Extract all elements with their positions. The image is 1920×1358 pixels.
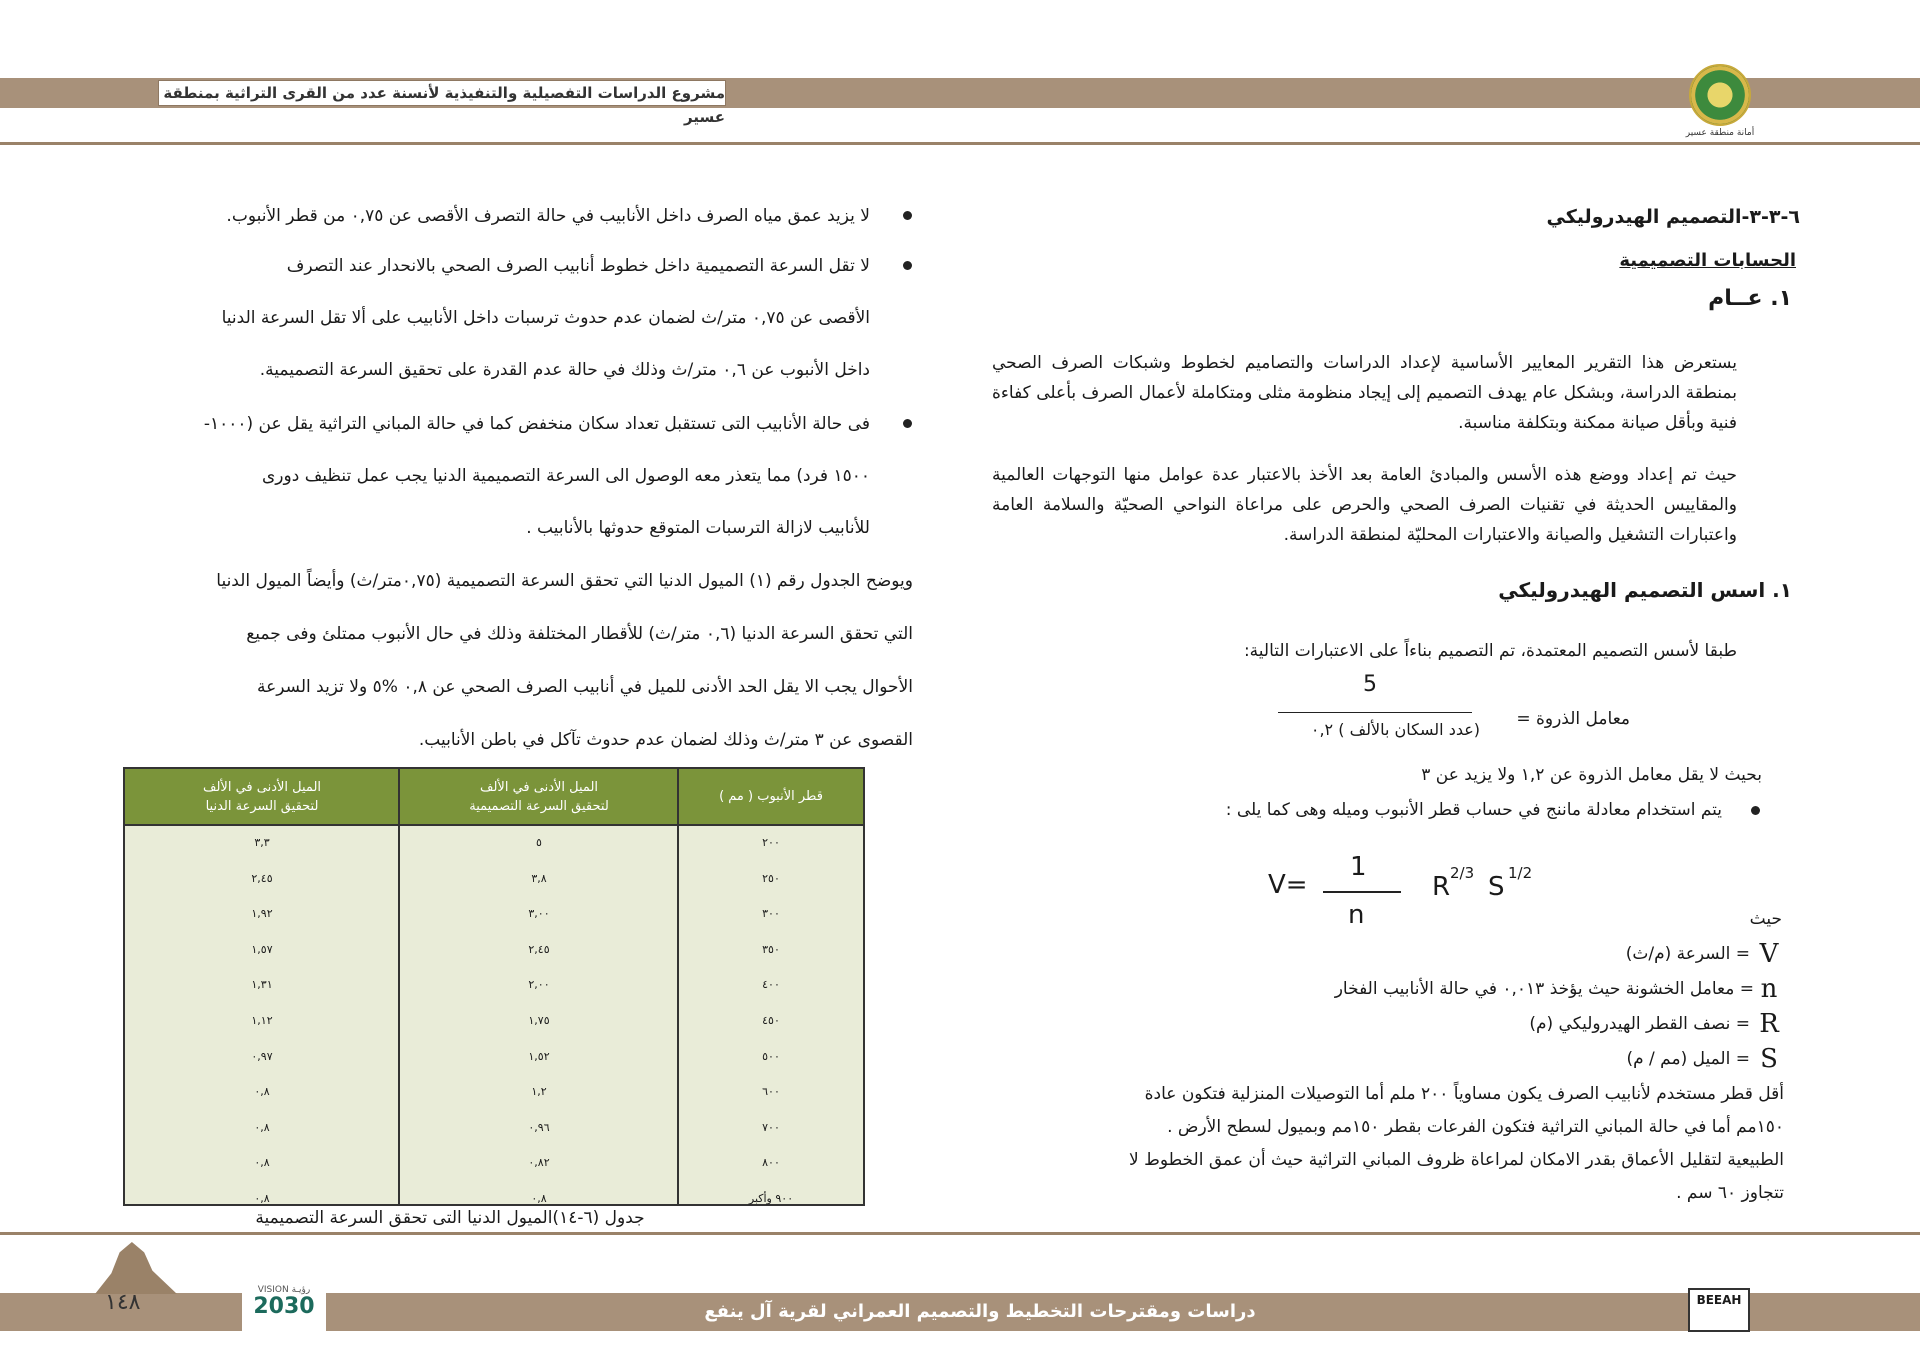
cell-design-slope: ٥	[536, 836, 542, 849]
bullet-line: لا يزيد عمق مياه الصرف داخل الأنابيب في حالة التصرف الأقصى عن ٠,٧٥ من قطر الأنبوب.	[226, 206, 870, 226]
cell-diameter: ٤٥٠	[762, 1014, 780, 1027]
item-general: ١. عــام	[1708, 286, 1792, 311]
definition-list	[1082, 936, 1782, 1076]
cell-diameter: ٣٠٠	[762, 907, 780, 921]
definition-r: R = نصف القطر الهيدروليكي (م)	[1529, 1008, 1779, 1039]
formula-s-exponent: 1/2	[1508, 864, 1533, 882]
cell-design-slope: ٢,٠٠	[528, 978, 550, 992]
table-caption: جدول (٦-١٤)الميول الدنيا التى تحقق السرعة التصميمية	[255, 1208, 645, 1228]
closing-line: الطبيعية لتقليل الأعماق بقدر الامكان لمراعاة ظروف المباني التراثية حيث أن عمق الخطوط لا	[1129, 1150, 1784, 1170]
bullet-line: للأنابيب لازالة الترسبات المتوقع حدوثها بالأنابيب .	[526, 518, 870, 538]
cell-min-slope: ٠,٨	[254, 1085, 270, 1099]
section-title: ٦-٣-٣-التصميم الهيدروليكي	[1546, 206, 1800, 228]
slopes-table	[123, 767, 865, 1206]
cell-min-slope: ٠,٨	[254, 1120, 270, 1134]
logo-caption: أمانة منطقة عسير	[1685, 128, 1755, 138]
bullet-line: لا تقل السرعة التصميمية داخل خطوط أنابيب الصرف الصحي بالانحدار عند التصرف	[286, 256, 870, 276]
where-label: حيث	[1749, 909, 1782, 929]
formula-fraction-line	[1323, 891, 1401, 893]
cell-min-slope: ١,٥٧	[251, 942, 273, 956]
bullet-dot	[1751, 806, 1760, 815]
desc-line: القصوى عن ٣ متر/ث وذلك لضمان عدم حدوث تآكل في باطن الأنابيب.	[418, 730, 913, 750]
cell-diameter: ٤٠٠	[762, 978, 780, 992]
cell-design-slope: ٠,٨٢	[528, 1156, 550, 1170]
cell-min-slope: ٠,٨	[254, 1192, 270, 1205]
bullet-dot	[903, 261, 912, 270]
cell-design-slope: ٣,٠٠	[528, 907, 550, 921]
table-description	[108, 555, 913, 767]
intro-paragraph: يستعرض هذا التقرير المعايير الأساسية لإعداد الدراسات والتصاميم لخطوط وشبكات الصرف الصحي بمنطقة الدراسة، وبشكل عام يهدف التصميم إلى إيجاد منظومة مثلى ومتكاملة لأعمال الصرف بأعلى كفاءة فنية وبأقل صيانة ممكنة وبتكلفة مناسبة.	[992, 353, 1737, 433]
cell-design-slope: ٣,٨	[531, 871, 547, 885]
vision-2030-logo	[242, 1283, 326, 1335]
bullet-line: ١٥٠٠ فرد) مما يتعذر معه الوصول الى السرعة التصميمية الدنيا يجب عمل تنظيف دورى	[262, 466, 870, 486]
cell-min-slope: ٢,٤٥	[251, 871, 273, 885]
subheading: الحسابات التصميمية	[1619, 250, 1796, 271]
basis-line: طبقا لأسس التصميم المعتمدة، تم التصميم بناءاً على الاعتبارات التالية:	[1243, 641, 1737, 661]
cell-min-slope: ٠,٨	[254, 1156, 270, 1170]
cell-min-slope: ١,٣١	[251, 978, 273, 992]
beeah-logo	[1688, 1288, 1750, 1332]
formula-r-exponent: 2/3	[1450, 864, 1475, 882]
header-title: مشروع الدراسات التفصيلية والتنفيذية لأنسنة عدد من القرى التراثية بمنطقة عسير	[158, 80, 726, 106]
formula-v: V=	[1268, 870, 1308, 900]
header-divider	[125, 824, 863, 826]
formula-denominator: n	[1348, 900, 1365, 930]
closing-line: ١٥٠مم أما في حالة المباني التراثية فتكون الفرعات بقطر ١٥٠مم وبميول لسطح الأرض .	[1167, 1117, 1784, 1137]
cell-design-slope: ١,٢	[531, 1085, 547, 1099]
cell-design-slope: ٠,٩٦	[528, 1120, 550, 1134]
bullet-low-population	[110, 398, 870, 554]
bullet-line: داخل الأنبوب عن ٠,٦ متر/ث وذلك في حالة عدم القدرة على تحقيق السرعة التصميمية.	[259, 360, 870, 380]
footer-rule	[0, 1232, 1920, 1235]
vision-year: 2030	[253, 1294, 315, 1319]
cell-diameter: ٢٠٠	[762, 836, 780, 849]
item-hydraulic-basis: ١. اسس التصميم الهيدروليكي	[1498, 578, 1792, 602]
peak-denominator: (عدد السكان بالألف ) ٠,٢	[1310, 720, 1480, 739]
bullet-depth	[110, 190, 870, 242]
cell-min-slope: ١,٩٢	[251, 907, 273, 921]
cell-min-slope: ١,١٢	[251, 1014, 273, 1027]
desc-line: ويوضح الجدول رقم (١) الميول الدنيا التي تحقق السرعة التصميمية (٠,٧٥متر/ث) وأيضاً الميول الدنيا	[216, 571, 913, 591]
definition-s: S = الميل (مم / م)	[1626, 1043, 1778, 1074]
closing-line: أقل قطر مستخدم لأنابيب الصرف يكون مساوياً ٢٠٠ ملم أما التوصيلات المنزلية فتكون عادة	[1144, 1084, 1784, 1104]
header-min-slope: الميل الأدنى في الألف لتحقيق السرعة الدنيا	[203, 779, 322, 814]
municipality-logo	[1689, 64, 1751, 126]
cell-diameter: ٦٠٠	[762, 1085, 780, 1099]
beeah-label: BEEAH	[1696, 1293, 1742, 1307]
bullet-dot	[903, 419, 912, 428]
cell-diameter: ٢٥٠	[762, 871, 780, 885]
bullet-velocity	[110, 240, 870, 396]
footer-title: دراسات ومقترحات التخطيط والتصميم العمراني لقرية آل ينفع	[704, 1301, 1256, 1322]
cell-min-slope: ٣,٣	[254, 836, 270, 849]
closing-line: تتجاوز ٦٠ سم .	[1676, 1183, 1784, 1203]
cell-design-slope: ٢,٤٥	[528, 942, 550, 956]
cell-min-slope: ٠,٩٧	[251, 1049, 273, 1063]
cell-design-slope: ١,٥٢	[528, 1049, 550, 1063]
bullet-line: فى حالة الأنابيب التى تستقبل تعداد سكان منخفض كما في حالة المباني التراثية يقل عن (١٠٠٠-	[203, 414, 870, 434]
peak-limit: بحيث لا يقل معامل الذروة عن ١,٢ ولا يزيد عن ٣	[1421, 765, 1762, 785]
bullet-line: الأقصى عن ٠,٧٥ متر/ث لضمان عدم حدوث ترسبات داخل الأنابيب على ألا تقل السرعة الدنيا	[221, 308, 870, 328]
cell-diameter: ٨٠٠	[762, 1156, 780, 1170]
fraction-line	[1278, 712, 1472, 713]
peak-label: معامل الذروة =	[1516, 709, 1630, 729]
cell-design-slope: ١,٧٥	[528, 1014, 550, 1027]
definition-n: n = معامل الخشونة حيث يؤخذ ٠,٠١٣ في حالة الأنابيب الفخار	[1334, 973, 1778, 1004]
principles-paragraph: حيث تم إعداد ووضع هذه الأسس والمبادئ العامة بعد الأخذ بالاعتبار عدة عوامل منها التوجهات العالمية والمقاييس الحديثة في تقنيات الصرف الصحي والحرص على مراعاة النواحي الصحيّة والسلامة العامة واعتبارات التشغيل والصيانة والاعتبارات المحليّة لمنطقة الدراسة.	[992, 465, 1737, 545]
cell-design-slope: ٠,٨	[531, 1192, 547, 1205]
cell-diameter: ٥٠٠	[762, 1049, 780, 1063]
vision-label: VISION رؤيـة	[257, 1285, 311, 1295]
manning-bullet: يتم استخدام معادلة ماننج في حساب قطر الأنبوب وميله وهى كما يلى :	[1225, 800, 1722, 820]
formula-s: S	[1488, 872, 1505, 902]
cell-diameter: ٣٥٠	[762, 942, 780, 956]
closing-paragraph	[984, 1078, 1784, 1210]
header-design-slope: الميل الأدنى في الألف لتحقيق السرعة التصميمية	[469, 779, 609, 814]
definition-v: V = السرعة (م/ث)	[1625, 938, 1779, 969]
cell-diameter: ٧٠٠	[762, 1120, 780, 1134]
peak-numerator: 5	[1363, 672, 1377, 697]
cell-diameter: ٩٠٠ وأكبر	[748, 1192, 794, 1205]
bullet-dot	[903, 211, 912, 220]
page-number: ١٤٨	[105, 1290, 141, 1315]
desc-line: الأحوال يجب الا يقل الحد الأدنى للميل في أنابيب الصرف الصحي عن ٠,٨ %٥ ولا تزيد السرعة	[257, 677, 913, 697]
heritage-building-icon	[95, 1242, 177, 1294]
formula-numerator: 1	[1350, 852, 1367, 882]
header-rule	[0, 142, 1920, 145]
header-diameter: قطر الأنبوب ( مم )	[719, 789, 823, 804]
desc-line: التي تحقق السرعة الدنيا (٠,٦ متر/ث) للأقطار المختلفة وذلك في حال الأنبوب ممتلئ وفى جميع	[246, 624, 913, 644]
formula-r: R	[1432, 872, 1451, 902]
